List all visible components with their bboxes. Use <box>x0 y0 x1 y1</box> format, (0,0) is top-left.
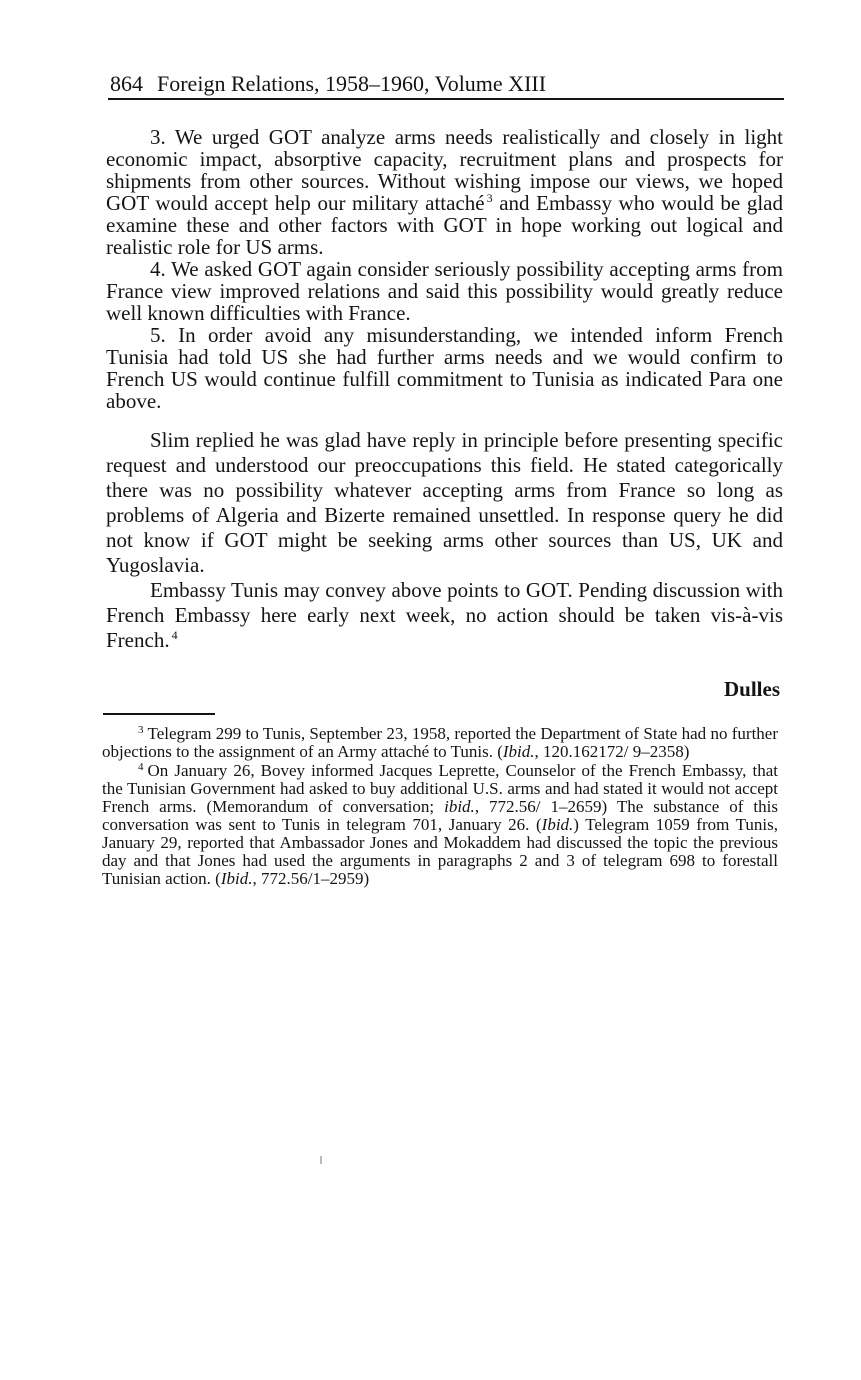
main-paragraphs <box>106 428 783 653</box>
footnote-3-text: Telegram 299 to Tunis, September 23, 1958, reported the Department of State had no further objections to the assignment of an Army attaché to Tunis. ( <box>102 724 778 761</box>
point-3-text-continued: and Embassy who would be glad examine these and other factors with GOT in hope working out logical and realistic role for US arms. <box>106 191 784 259</box>
scan-mark <box>320 1156 322 1164</box>
running-header <box>110 70 783 98</box>
footnotes <box>102 725 778 889</box>
point-3-text: 3. We urged GOT analyze arms needs realistically and closely in light economic impact, absorptive capacity, recruitment plans and prospects for shipments from other sources. Without wishing impose our views, we hoped GOT would accept help our military attaché <box>106 125 783 215</box>
footnote-ref-3: 3 <box>486 191 493 205</box>
footnote-3-ibid: Ibid. <box>502 742 535 761</box>
paragraph-embassy-tunis-text: Embassy Tunis may convey above points to GOT. Pending discussion with French Embassy here early next week, no action should be taken vis-à-vis French. <box>106 578 783 652</box>
footnote-3-number: 3 <box>138 724 144 736</box>
point-4: 4. We asked GOT again consider seriously possibility accepting arms from France view improved relations and said this possibility would greatly reduce well known difficulties with France. <box>106 257 783 325</box>
point-3 <box>106 126 783 258</box>
footnote-4-text-3: ) Telegram 1059 from Tunis, January 29, reported that Ambassador Jones and Mokaddem had discussed the topic the previous day and that Jones had used the arguments in paragraphs 2 and 3 of telegram 698 to forestall Tunisian action. ( <box>102 815 778 888</box>
point-5: 5. In order avoid any misunderstanding, we intended inform French Tunisia had told US she had further arms needs and we would confirm to French US would continue fulfill commitment to Tunisia as indicated Para one above. <box>106 323 783 413</box>
paragraph-slim-reply: Slim replied he was glad have reply in principle before presenting specific request and understood our preoccupations this field. He stated categorically there was no possibility whatever accepting arms from France so long as problems of Algeria and Bizerte remained unsettled. In response query he did not know if GOT might be seeking arms other sources than US, UK and Yugoslavia. <box>106 428 783 577</box>
footnote-4-citation: , 772.56/1–2959) <box>252 869 370 888</box>
footnote-rule <box>103 713 215 715</box>
footnote-4-ibid-2: Ibid. <box>541 815 574 834</box>
running-title: Foreign Relations, 1958–1960, Volume XIII <box>157 71 547 96</box>
paragraph-embassy-tunis <box>106 578 783 653</box>
footnote-4-number: 4 <box>138 761 144 773</box>
header-rule <box>108 98 784 100</box>
footnote-4-ibid-1: ibid. <box>444 797 475 816</box>
numbered-points <box>106 126 783 412</box>
page-number: 864 <box>110 71 143 96</box>
footnote-4-text: On January 26, Bovey informed Jacques Leprette, Counselor of the French Embassy, that the Tunisian Government had asked to buy additional U.S. arms and had stated it would not accept French arms. (Memorandum of conversation; <box>102 761 778 816</box>
footnote-ref-4: 4 <box>171 628 178 642</box>
footnote-4-ibid-3: Ibid. <box>220 869 253 888</box>
footnote-4 <box>102 762 778 888</box>
footnote-3 <box>102 725 778 761</box>
footnote-4-text-2: , 772.56/ 1–2659) The substance of this conversation was sent to Tunis in telegram 701, January 26. ( <box>102 797 778 834</box>
footnote-3-citation: , 120.162172/ 9–2358) <box>534 742 690 761</box>
signature: Dulles <box>723 677 780 701</box>
